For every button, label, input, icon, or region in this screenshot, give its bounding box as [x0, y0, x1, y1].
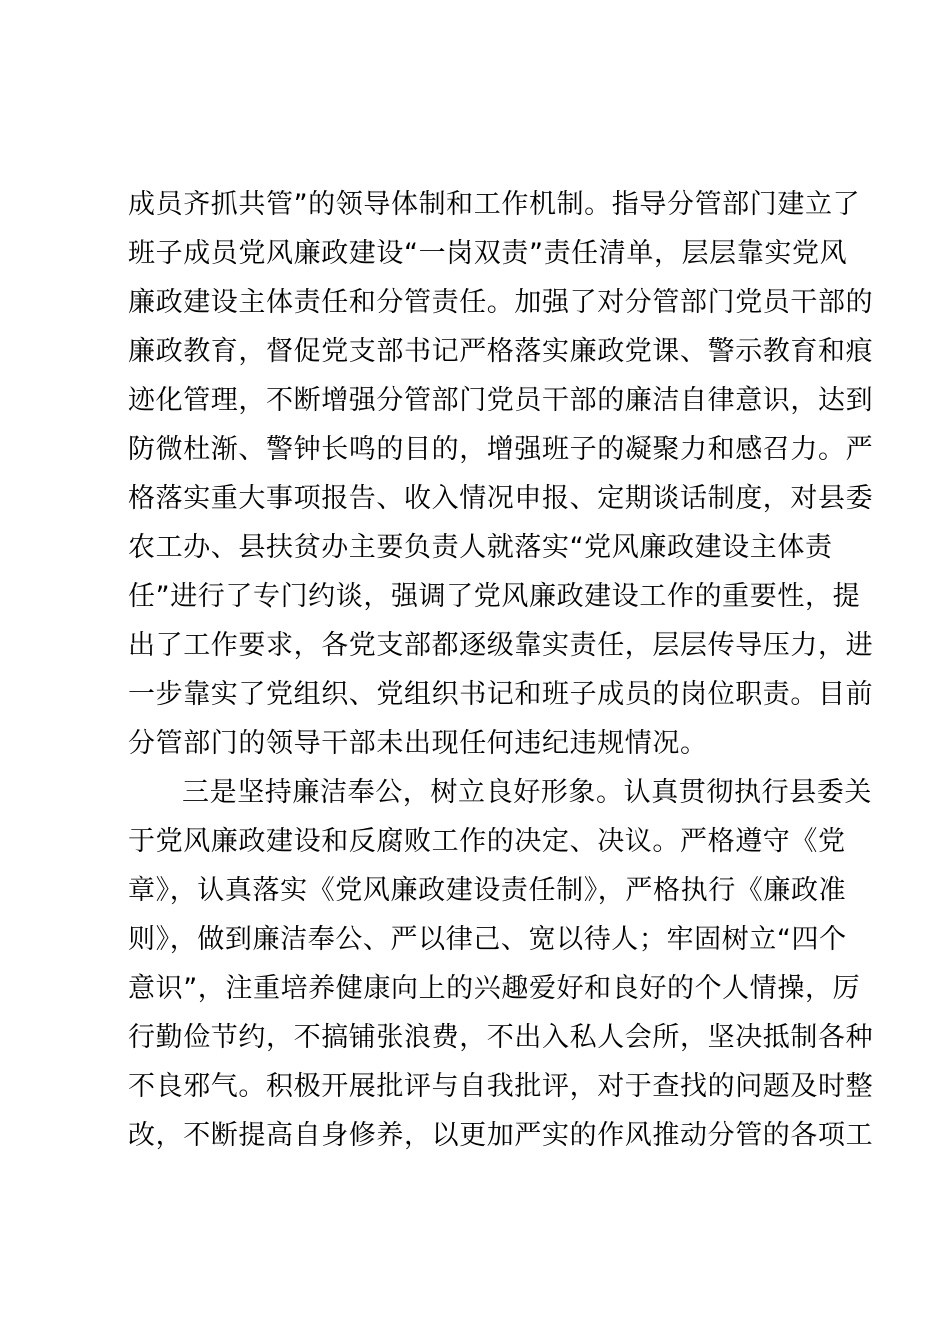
text-line: 农工办、县扶贫办主要负责人就落实“党风廉政建设主体责 [128, 532, 833, 563]
text-line: 廉政教育，督促党支部书记严格落实廉政党课、警示教育和痕 [128, 336, 874, 367]
text-line: 章》，认真落实《党风廉政建设责任制》，严格执行《廉政准 [128, 875, 847, 906]
text-line: 一步靠实了党组织、党组织书记和班子成员的岗位职责。目前 [128, 679, 874, 710]
text-line: 廉政建设主体责任和分管责任。加强了对分管部门党员干部的 [128, 287, 874, 318]
text-line: 则》，做到廉洁奉公、严以律己、宽以待人；牢固树立“四个 [128, 924, 847, 955]
text-line: 改，不断提高自身修养，以更加严实的作风推动分管的各项工 [128, 1120, 874, 1151]
text-line: 任”进行了专门约谈，强调了党风廉政建设工作的重要性，提 [128, 581, 861, 612]
text-line: 不良邪气。积极开展批评与自我批评，对于查找的问题及时整 [128, 1071, 874, 1102]
text-line: 行勤俭节约，不搞铺张浪费，不出入私人会所，坚决抵制各种 [128, 1022, 874, 1053]
text-line: 出了工作要求，各党支部都逐级靠实责任，层层传导压力，进 [128, 630, 874, 661]
text-line: 迹化管理，不断增强分管部门党员干部的廉洁自律意识，达到 [128, 385, 874, 416]
body-text [128, 180, 874, 1160]
text-line: 成员齐抓共管”的领导体制和工作机制。指导分管部门建立了 [128, 189, 861, 220]
text-line: 意识”，注重培养健康向上的兴趣爱好和良好的个人情操，厉 [128, 973, 861, 1004]
text-line: 格落实重大事项报告、收入情况申报、定期谈话制度，对县委 [128, 483, 874, 514]
text-line: 分管部门的领导干部未出现任何违纪违规情况。 [128, 728, 708, 759]
text-line: 于党风廉政建设和反腐败工作的决定、决议。严格遵守《党 [128, 826, 846, 857]
paragraph-heading-line: 三是坚持廉洁奉公，树立良好形象。认真贯彻执行县委关 [182, 777, 872, 808]
text-line: 班子成员党风廉政建设“一岗双责”责任清单，层层靠实党风 [128, 238, 848, 269]
text-line: 防微杜渐、警钟长鸣的目的，增强班子的凝聚力和感召力。严 [128, 434, 874, 465]
